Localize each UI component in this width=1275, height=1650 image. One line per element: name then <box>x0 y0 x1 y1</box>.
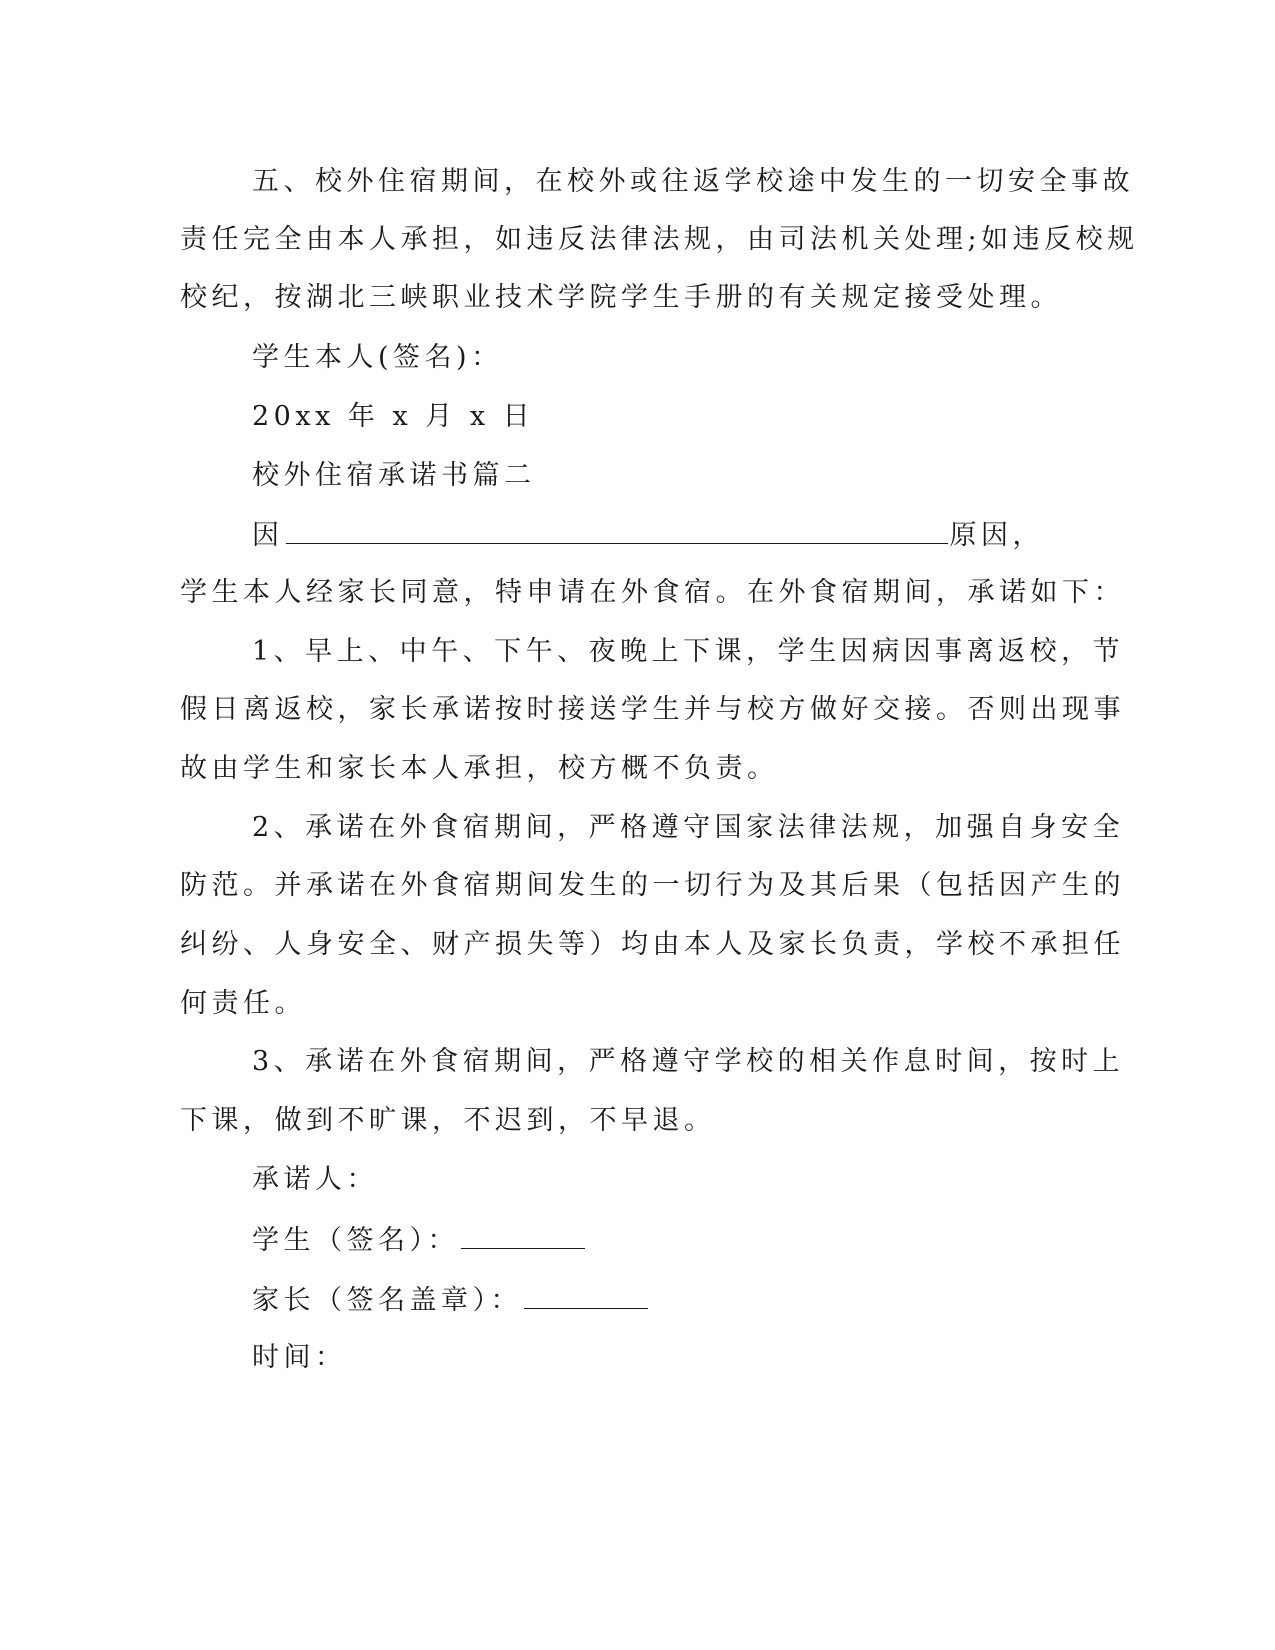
section5-line2: 责任完全由本人承担，如违反法律法规，由司法机关处理;如违反校规 <box>180 224 1139 255</box>
reason-blank-field <box>286 517 948 544</box>
student-sign-label: 学生（签名）： <box>252 1225 459 1256</box>
student-sign-blank <box>461 1222 585 1249</box>
item2-line4: 何责任。 <box>180 988 306 1019</box>
item2-line1: 2、承诺在外食宿期间，严格遵守国家法律法规，加强自身安全 <box>252 812 1125 843</box>
intro-suffix: 原因， <box>949 520 1044 551</box>
section5-line1: 五、校外住宿期间，在校外或往返学校途中发生的一切安全事故 <box>252 166 1134 197</box>
parent-signature-row <box>252 1282 650 1316</box>
item1-line2: 假日离返校，家长承诺按时接送学生并与校方做好交接。否则出现事 <box>180 694 1125 725</box>
parent-sign-label: 家长（签名盖章）： <box>252 1285 522 1316</box>
item3-line2: 下课，做到不旷课，不迟到，不早退。 <box>180 1105 716 1136</box>
student-signature-row <box>252 1222 587 1256</box>
section-title: 校外住宿承诺书篇二 <box>252 460 536 491</box>
intro-prefix: 因 <box>252 520 284 551</box>
item3-line1: 3、承诺在外食宿期间，严格遵守学校的相关作息时间，按时上 <box>252 1046 1125 1077</box>
date-line: 20xx 年 x 月 x 日 <box>252 401 535 432</box>
item2-line3: 纠纷、人身安全、财产损失等）均由本人及家长负责，学校不承担任 <box>180 929 1125 960</box>
time-label: 时间： <box>252 1342 347 1373</box>
intro-line2: 学生本人经家长同意，特申请在外食宿。在外食宿期间，承诺如下： <box>180 577 1125 608</box>
item1-line3: 故由学生和家长本人承担，校方概不负责。 <box>180 753 779 784</box>
item2-line2: 防范。并承诺在外食宿期间发生的一切行为及其后果（包括因产生的 <box>180 870 1125 901</box>
parent-sign-blank <box>524 1282 648 1309</box>
item1-line1: 1、早上、中午、下午、夜晚上下课，学生因病因事离返校，节 <box>252 636 1125 667</box>
promiser-label: 承诺人： <box>252 1164 378 1195</box>
student-signature-label: 学生本人(签名)： <box>252 342 503 373</box>
intro-line1 <box>252 517 1044 551</box>
section5-line3: 校纪，按湖北三峡职业技术学院学生手册的有关规定接受处理。 <box>180 282 1062 313</box>
